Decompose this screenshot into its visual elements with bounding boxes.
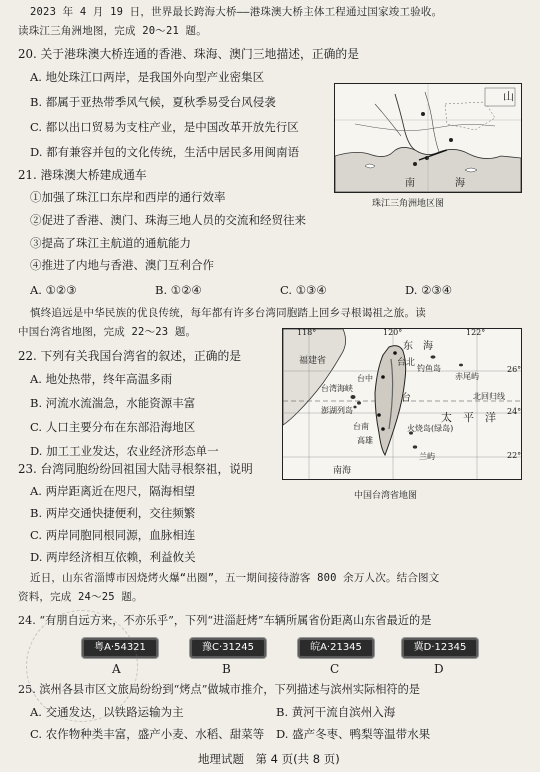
q21-choice-d: D. ②③④ bbox=[405, 283, 453, 297]
q21-item-1: ①加强了珠江口东岸和西岸的通行效率 bbox=[30, 190, 226, 204]
q22-option-a: A. 地处热带，终年高温多雨 bbox=[30, 372, 173, 386]
q21-choice-c: C. ①③④ bbox=[280, 283, 327, 297]
q23-option-b: B. 两岸交通快捷便利，交往频繁 bbox=[30, 506, 196, 520]
q20-option-b: B. 都属于亚热带季风气候，夏秋季易受台风侵袭 bbox=[30, 95, 276, 109]
q20-stem: 20. 关于港珠澳大桥连通的香港、珠海、澳门三地描述，正确的是 bbox=[18, 47, 360, 61]
map2-lon-120: 120° bbox=[383, 328, 403, 337]
map2-lon-118: 118° bbox=[297, 328, 317, 337]
map2-label-taizhong: 台中 bbox=[357, 374, 373, 383]
map2-lat-22: 22° bbox=[507, 451, 522, 460]
q24-stem: 24. “有朋自远方来，不亦乐乎”，下列“进淄赶烤”车辆所属省份距离山东省最近的是 bbox=[18, 614, 432, 627]
q23-option-a: A. 两岸距离近在咫尺，隔海相望 bbox=[30, 484, 196, 498]
map2-label-east-sea: 东 海 bbox=[403, 341, 433, 352]
q20-option-c: C. 都以出口贸易为支柱产业，是中国改革开放先行区 bbox=[30, 120, 299, 134]
map2-label-diaoyu: 钓鱼岛 bbox=[417, 364, 441, 373]
map2-label-ocean: 太 平 洋 bbox=[441, 411, 496, 424]
q21-choice-a: A. ①②③ bbox=[30, 283, 77, 297]
q25-option-a: A. 交通发达，以铁路运输为主 bbox=[30, 705, 184, 719]
q23-option-c: C. 两岸同胞同根同源，血脉相连 bbox=[30, 528, 196, 542]
map1-label-shan: 山 bbox=[503, 90, 514, 103]
q21-choice-b: B. ①②④ bbox=[155, 283, 202, 297]
q25-option-c: C. 农作物种类丰富，盛产小麦、水稻、甜菜等 bbox=[30, 727, 265, 741]
map2-label-taibei: 台北 bbox=[397, 358, 416, 368]
page-footer: 地理试题 第 4 页(共 8 页) bbox=[198, 752, 340, 766]
q23-option-d: D. 两岸经济相互依赖，利益攸关 bbox=[30, 550, 196, 564]
intro-3-line1: 近日，山东省淄博市因烧烤火爆“出圈”，五一期间接待游客 800 余万人次。结合图文 bbox=[30, 572, 440, 584]
q20-option-a: A. 地处珠江口两岸，是我国外向型产业密集区 bbox=[30, 70, 265, 84]
q23-stem: 23. 台湾同胞纷纷回祖国大陆寻根祭祖，说明 bbox=[18, 462, 253, 476]
q25-option-d: D. 盛产冬枣、鸭梨等温带水果 bbox=[276, 727, 431, 741]
intro-1-line1: 2023 年 4 月 19 日，世界最长跨海大桥——港珠澳大桥主体工程通过国家竣工验收。 bbox=[30, 6, 443, 18]
q25-stem: 25. 滨州各县市区文旅局纷纷到“烤点”做城市推介，下列描述与滨州实际相符的是 bbox=[18, 683, 420, 696]
map2-lat-26: 26° bbox=[507, 365, 522, 374]
map2-lon-122: 122° bbox=[466, 328, 486, 337]
taiwan-map-graphic bbox=[283, 329, 521, 479]
map2-label-tai: 台 bbox=[401, 393, 411, 404]
map2-label-lanyu: 兰屿 bbox=[419, 452, 435, 461]
q21-item-3: ③提高了珠江主航道的通航能力 bbox=[30, 236, 191, 250]
plate-label-c: C bbox=[330, 662, 340, 676]
q25-option-b: B. 黄河干流自滨州入海 bbox=[276, 705, 396, 719]
plate-label-a: A bbox=[112, 662, 121, 676]
license-plate-a: 粤A·54321 bbox=[82, 638, 158, 658]
license-plate-d: 冀D·12345 bbox=[402, 638, 478, 658]
q22-option-b: B. 河流水流湍急，水能资源丰富 bbox=[30, 396, 196, 410]
map2-label-gaoxiong: 高雄 bbox=[357, 436, 373, 445]
license-plate-c: 皖A·21345 bbox=[298, 638, 374, 658]
map2-lat-24: 24° bbox=[507, 407, 522, 416]
map2-label-strait: 台湾海峡 bbox=[321, 384, 353, 393]
pearl-river-delta-map-graphic bbox=[335, 84, 521, 192]
map2-label-huoshao: 火烧岛(绿岛) bbox=[407, 424, 454, 433]
map2-label-tropic: 北回归线 bbox=[473, 392, 505, 401]
q20-option-d: D. 都有兼容并包的文化传统，生活中居民多用闽南语 bbox=[30, 145, 300, 159]
q21-item-2: ②促进了香港、澳门、珠海三地人员的交流和经贸往来 bbox=[30, 213, 306, 227]
taiwan-map bbox=[282, 328, 522, 480]
map1-label-hai: 海 bbox=[455, 178, 465, 189]
intro-2-line2: 中国台湾省地图，完成 22～23 题。 bbox=[18, 326, 197, 338]
map2-label-fujian: 福建省 bbox=[299, 356, 327, 366]
license-plate-b: 豫C·31245 bbox=[190, 638, 266, 658]
map1-label-nan: 南 bbox=[405, 178, 415, 189]
map2-label-chiwei: 赤尾屿 bbox=[455, 372, 479, 381]
q21-stem: 21. 港珠澳大桥建成通车 bbox=[18, 168, 147, 182]
faint-seal-stamp bbox=[26, 610, 138, 722]
map1-caption: 珠江三角洲地区图 bbox=[372, 199, 445, 209]
intro-1-line2: 读珠江三角洲地图，完成 20～21 题。 bbox=[18, 25, 207, 37]
plate-label-d: D bbox=[434, 662, 444, 676]
intro-2-line1: 慎终追远是中华民族的优良传统，每年都有许多台湾同胞踏上回乡寻根谒祖之旅。读 bbox=[30, 307, 426, 319]
map2-label-penghu: 澎湖列岛 bbox=[321, 406, 353, 415]
map2-label-tainan: 台南 bbox=[353, 422, 369, 431]
intro-3-line2: 资料，完成 24～25 题。 bbox=[18, 591, 143, 603]
q22-stem: 22. 下列有关我国台湾省的叙述，正确的是 bbox=[18, 349, 242, 363]
q21-item-4: ④推进了内地与香港、澳门互利合作 bbox=[30, 258, 214, 272]
map2-caption: 中国台湾省地图 bbox=[354, 491, 418, 501]
q22-option-d: D. 加工工业发达，农业经济形态单一 bbox=[30, 444, 219, 458]
map2-label-south-sea: 南海 bbox=[333, 466, 352, 476]
q22-option-c: C. 人口主要分布在东部沿海地区 bbox=[30, 420, 196, 434]
pearl-river-delta-map bbox=[334, 83, 522, 193]
plate-label-b: B bbox=[222, 662, 231, 676]
